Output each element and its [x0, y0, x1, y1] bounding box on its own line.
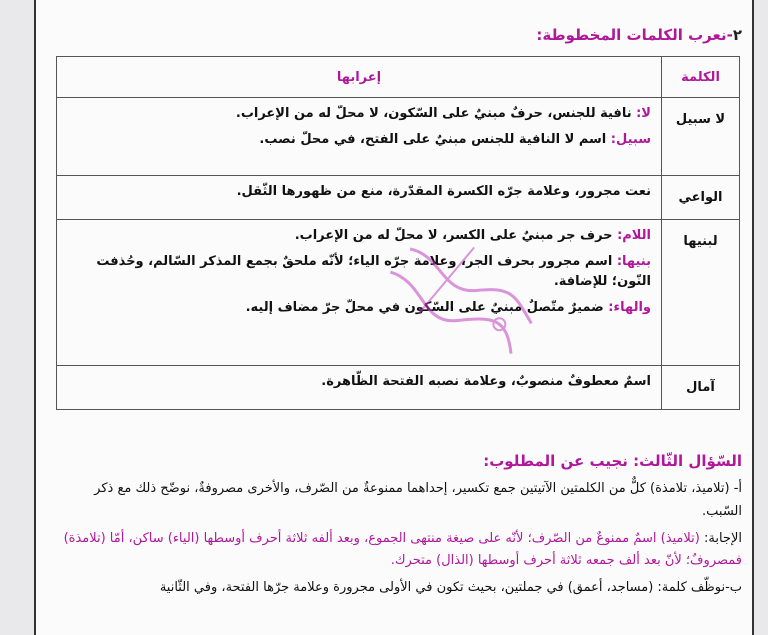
parse-text: نافية للجنس، حرفٌ مبنيٌ على السّكون، لا محلّ له من الإعراب. [235, 106, 637, 121]
document-page [34, 0, 754, 635]
table-cell-parse [57, 98, 662, 176]
parse-line [67, 182, 651, 202]
table-header-row [57, 57, 740, 98]
table-cell-word: الواعي [662, 176, 740, 220]
table-row [57, 98, 740, 176]
part-a-text: (تلاميذ، تلامذة) كلٌّ من الكلمتين الآتيتين جمع تكسير، إحداهما ممنوعةٌ من الصّرف، والأخرى مصروفةٌ، نوضّح ذلك مع ذكر السّبب. [94, 481, 742, 519]
question-body [52, 478, 742, 604]
parse-label: سبيل: [610, 132, 651, 148]
parse-label: والهاء: [608, 300, 651, 316]
parse-text: ضميرٌ متّصلٌ مبنيٌ على السّكون في محلّ جرّ مضاف إليه. [245, 300, 609, 316]
parse-text: اسم لا النافية للجنس مبنيٌ على الفتح، في محلّ نصب. [259, 132, 611, 148]
table-cell-parse [57, 366, 662, 410]
parse-line [67, 298, 651, 318]
heading-text: -نعرب الكلمات المخطوطة: [536, 26, 733, 44]
table-row [57, 220, 740, 366]
answer-label: الإجابة: [704, 530, 742, 546]
table-cell-parse [57, 176, 662, 220]
parse-line [67, 372, 651, 392]
parse-line [67, 252, 651, 292]
table-cell-word: لا سبيل [662, 98, 740, 176]
parse-text: اسم مجرور بحرف الجر، وعلامة جرّه الياء؛ لأنّه ملحقٌ بجمع المذكر السّالم، وحُذفت النّون؛ للإضافة. [96, 254, 651, 290]
section-heading [62, 26, 742, 44]
parse-line [67, 130, 651, 150]
part-b-question [52, 577, 742, 600]
table-cell-word: لبنيها [662, 220, 740, 366]
parse-line [67, 226, 651, 246]
column-header-parse: إعرابها [57, 57, 662, 98]
parse-text: نعت مجرور، وعلامة جرّه الكسرة المقدّرة، منع من ظهورها الثّقل. [236, 184, 651, 199]
parse-label: بنيها: [616, 254, 651, 270]
table-cell-parse [57, 220, 662, 366]
parse-line [67, 104, 651, 124]
heading-number: ٢ [732, 26, 742, 44]
table-cell-word: آمال [662, 366, 740, 410]
parse-text: حرف جر مبنيٌ على الكسر، لا محلّ له من الإعراب. [294, 228, 618, 243]
column-header-word: الكلمة [662, 57, 740, 98]
part-a-answer [52, 528, 742, 574]
question-three-title: السّؤال الثّالث: نجيب عن المطلوب: [483, 452, 742, 470]
table-row [57, 176, 740, 220]
part-a-question [52, 478, 742, 524]
parsing-table [56, 56, 740, 410]
part-a-marker: أ- [733, 481, 742, 496]
parse-text: اسمٌ معطوفٌ منصوبٌ، وعلامة نصبه الفتحة الظّاهرة. [321, 374, 651, 389]
part-b-text: نوظّف كلمة: (مساجد، أعمق) في جملتين، بحيث تكون في الأولى مجرورة وعلامة جرّها الفتحة، وفي الثّانية [159, 580, 726, 595]
parse-label: اللام: [617, 228, 651, 243]
part-b-marker: ب- [725, 580, 742, 595]
table-row [57, 366, 740, 410]
answer-text: (تلاميذ) اسمٌ ممنوعٌ من الصّرف؛ لأنّه على صيغة منتهى الجموع، وبعد ألفه ثلاثة أحرف أوسطها (الياء) ساكن، أمّا (تلامذة) فمصروفٌ؛ لأنّ بعد ألف جمعه ثلاثة أحرف أوسطها (الذال) متحرك. [63, 530, 742, 569]
parse-label: لا: [636, 106, 651, 121]
